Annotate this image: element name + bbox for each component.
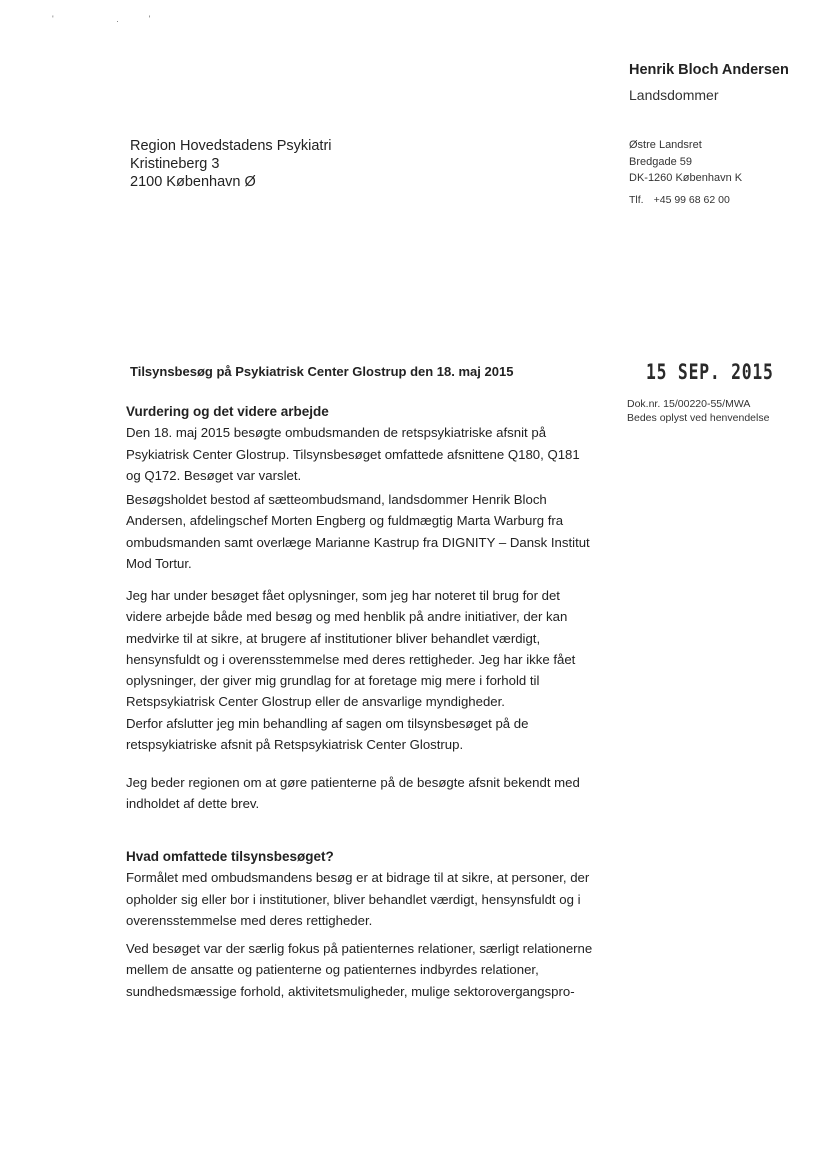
paragraph: Jeg har under besøget fået oplysninger, som jeg har noteret til brug for det videre arbejde både med besøg og med henblik på andre initiativer, der kan medvirke til at sikre, at brugere af institutioner bliver behandlet værdigt, hensynsfuldt og i overensstemmelse med deres rettigheder. Jeg har ikke fået oplysninger, der giver mig grundlag for at foretage mig mere i forhold til Retspsykiatrisk Center Glostrup eller de ansvarlige myndigheder. xyxy=(126,588,576,710)
sender-name: Henrik Bloch Andersen xyxy=(629,62,789,78)
letter-subject: Tilsynsbesøg på Psykiatrisk Center Glostrup den 18. maj 2015 xyxy=(130,364,514,379)
court-phone xyxy=(629,194,740,206)
section-assessment xyxy=(126,401,596,486)
recipient-address xyxy=(130,137,332,191)
paragraph: Besøgsholdet bestod af sætteombudsmand, landsdommer Henrik Bloch Andersen, afdelingschef Morten Engberg og fuldmægtig Marta Warburg fra ombudsmanden samt overlæge Marianne Kastrup fra DIGNITY – Dansk Institut Mod Tortur. xyxy=(126,492,590,571)
paragraph: Derfor afslutter jeg min behandling af sagen om tilsynsbesøget på de retspsykiatriske afsnit på Retspsykiatrisk Center Glostrup. xyxy=(126,716,529,753)
phone-label: Tlf. xyxy=(629,194,644,206)
paragraph-block xyxy=(126,585,596,713)
court-line: DK-1260 København K xyxy=(629,172,743,184)
doc-number: Dok.nr. 15/00220-55/MWA xyxy=(627,398,751,410)
sender-title: Landsdommer xyxy=(629,87,719,103)
court-address xyxy=(629,137,742,187)
recipient-line: Kristineberg 3 xyxy=(130,156,220,172)
doc-note: Bedes oplyst ved henvendelse xyxy=(627,411,770,424)
phone-number: +45 99 68 62 00 xyxy=(653,194,730,206)
document-reference xyxy=(627,398,769,425)
recipient-line: Region Hovedstadens Psykiatri xyxy=(130,138,332,154)
paragraph-block xyxy=(126,772,596,815)
paragraph: Ved besøget var der særlig fokus på patienternes relationer, særligt relationerne mellem de ansatte og patienterne og patienternes indbyrdes relationer, sundhedsmæssige forhold, aktivitetsmuligheder, mulige sektorovergangspro- xyxy=(126,941,593,999)
paragraph-block xyxy=(126,489,596,574)
recipient-line: 2100 København Ø xyxy=(130,174,256,190)
court-line: Østre Landsret xyxy=(629,139,702,151)
court-line: Bredgade 59 xyxy=(629,155,692,168)
date-stamp: 15 SEP. 2015 xyxy=(646,360,774,384)
paragraph-block xyxy=(126,938,596,1002)
paragraph-block xyxy=(126,713,596,756)
section-heading: Hvad omfattede tilsynsbesøget? xyxy=(126,849,334,864)
section-scope xyxy=(126,846,596,931)
section-heading: Vurdering og det videre arbejde xyxy=(126,404,329,419)
paragraph: Den 18. maj 2015 besøgte ombudsmanden de retspsykiatriske afsnit på Psykiatrisk Center Glostrup. Tilsynsbesøget omfattede afsnittene Q180, Q181 og Q172. Besøget var varslet. xyxy=(126,425,580,483)
scan-specks: ' .' xyxy=(52,14,181,24)
paragraph: Formålet med ombudsmandens besøg er at bidrage til at sikre, at personer, der opholder sig eller bor i institutioner, bliver behandlet værdigt, hensynsfuldt og i overensstemmelse med deres rettigheder. xyxy=(126,870,590,928)
paragraph: Jeg beder regionen om at gøre patienterne på de besøgte afsnit bekendt med indholdet af dette brev. xyxy=(126,775,580,812)
